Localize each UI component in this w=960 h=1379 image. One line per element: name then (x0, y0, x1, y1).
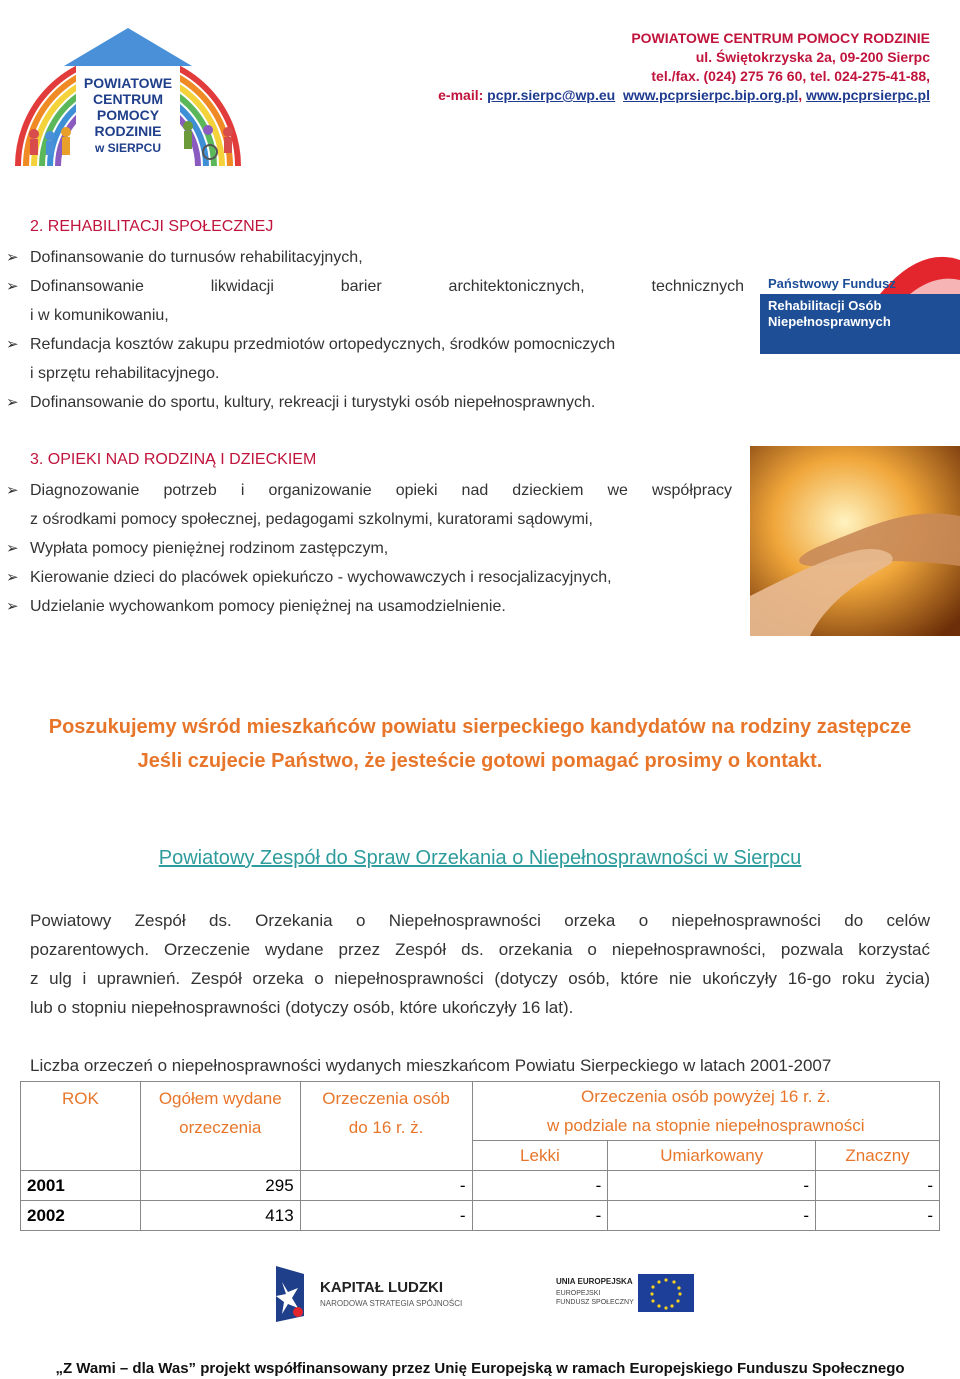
paragraph-line: z ulg i uprawnień. Zespół orzeka o niepełnosprawności (dotyczy osób, które nie ukończyły 16-go roku życia) (30, 969, 930, 988)
list-item: ➢ Diagnozowanie potrzeb i organizowanie opieki nad dzieckiem we współpracy (6, 476, 734, 505)
paragraph-line: pozarentowych. Orzeczenie wydane przez Zespół ds. orzekania o niepełnosprawności, pozwala korzystać (30, 940, 930, 959)
svg-text:CENTRUM: CENTRUM (93, 91, 163, 107)
header-total: Ogółem wydane orzeczenia (140, 1082, 300, 1171)
svg-text:POWIATOWE: POWIATOWE (83, 75, 173, 91)
svg-text:POMOCY: POMOCY (96, 107, 160, 123)
project-footer: „Z Wami – dla Was” projekt współfinansowany przez Unię Europejską w ramach Europejskiego Funduszu Społecznego (55, 1360, 905, 1377)
header-severe: Znaczny (816, 1141, 940, 1171)
svg-text:FUNDUSZ SPOŁECZNY: FUNDUSZ SPOŁECZNY (556, 1299, 634, 1306)
svg-text:KAPITAŁ LUDZKI: KAPITAŁ LUDZKI (320, 1279, 444, 1296)
email-label: e-mail: (438, 87, 488, 103)
arrow-bullet-icon: ➢ (6, 278, 19, 295)
arrow-bullet-icon: ➢ (6, 482, 19, 499)
svg-text:Niepełnosprawnych: Niepełnosprawnych (768, 314, 891, 329)
org-address: ul. Świętokrzyska 2a, 09-200 Sierpc (695, 49, 930, 65)
disability-board-title[interactable]: Powiatowy Zespół do Spraw Orzekania o Niepełnosprawności w Sierpcu (158, 847, 802, 869)
link-separator: , (798, 87, 807, 103)
email-link[interactable]: pcpr.sierpc@wp.eu (487, 87, 616, 103)
list-item: ➢ Wypłata pomocy pieniężnej rodzinom zastępczym, (6, 534, 746, 563)
svg-text:NARODOWA STRATEGIA SPÓJNOŚCI: NARODOWA STRATEGIA SPÓJNOŚCI (320, 1299, 463, 1308)
org-name: POWIATOWE CENTRUM POMOCY RODZINIE (631, 30, 930, 46)
paragraph-line: lub o stopniu niepełnosprawności (dotyczy osób, które ukończyły 16 lat). (30, 998, 574, 1017)
header-over-16-subtitle: w podziale na stopnie niepełnosprawności (472, 1111, 940, 1141)
contact-appeal: Jeśli czujecie Państwo, że jesteście gotowi pomagać prosimy o kontakt. (137, 750, 823, 772)
list-item-continuation: i w komunikowaniu, (30, 307, 169, 324)
table-row: 2001 295 - - - - (21, 1171, 940, 1201)
list-item-continuation: i sprzętu rehabilitacyjnego. (30, 365, 220, 382)
foster-family-appeal: Poszukujemy wśród mieszkańców powiatu sierpeckiego kandydatów na rodziny zastępcze (48, 716, 912, 738)
hands-photo (750, 446, 960, 636)
bip-link[interactable]: www.pcprsierpc.bip.org.pl (622, 87, 799, 103)
svg-text:UNIA EUROPEJSKA: UNIA EUROPEJSKA (556, 1277, 633, 1286)
org-phone: tel./fax. (024) 275 76 60, tel. 024-275-41-88, (651, 68, 930, 84)
arrow-bullet-icon: ➢ (6, 249, 19, 266)
header-year: ROK (21, 1082, 141, 1171)
arrow-bullet-icon: ➢ (6, 598, 19, 615)
svg-text:Rehabilitacji Osób: Rehabilitacji Osób (768, 298, 882, 313)
list-item: ➢ Refundacja kosztów zakupu przedmiotów ortopedycznych, środków pomocniczych (6, 330, 746, 359)
list-item: ➢ Dofinansowanie do turnusów rehabilitacyjnych, (6, 243, 746, 272)
arrow-bullet-icon: ➢ (6, 336, 19, 353)
header-mild: Lekki (472, 1141, 608, 1171)
paragraph-line: Powiatowy Zespół ds. Orzekania o Niepełnosprawności orzeka o niepełnosprawności do celów (30, 911, 930, 930)
arrow-bullet-icon: ➢ (6, 569, 19, 586)
svg-text:EUROPEJSKI: EUROPEJSKI (556, 1290, 601, 1297)
disability-statistics-table (20, 1081, 940, 1231)
pfron-logo (760, 236, 960, 354)
svg-text:Państwowy Fundusz: Państwowy Fundusz (768, 276, 896, 291)
list-item: ➢ Dofinansowanie do sportu, kultury, rekreacji i turystyki osób niepełnosprawnych. (6, 388, 746, 417)
table-caption: Liczba orzeczeń o niepełnosprawności wydanych mieszkańcom Powiatu Sierpeckiego w latach 2001-2007 (30, 1056, 832, 1075)
arrow-bullet-icon: ➢ (6, 540, 19, 557)
svg-text:w SIERPCU: w SIERPCU (94, 141, 162, 155)
table-row: 2002 413 - - - - (21, 1201, 940, 1231)
pcpr-logo (4, 6, 252, 166)
header-over-16: Orzeczenia osób powyżej 16 r. ż. (472, 1082, 940, 1112)
arrow-bullet-icon: ➢ (6, 394, 19, 411)
org-contact-line (438, 87, 930, 103)
header-under-16: Orzeczenia osób do 16 r. ż. (300, 1082, 472, 1171)
website-link[interactable]: www.pcprsierpc.pl (806, 87, 930, 103)
eu-esf-logo (556, 1270, 696, 1318)
list-item: ➢ Udzielanie wychowankom pomocy pieniężnej na usamodzielnienie. (6, 592, 746, 621)
kapital-ludzki-logo (268, 1262, 468, 1324)
section-rehabilitation-title: 2. REHABILITACJI SPOŁECZNEJ (30, 218, 274, 235)
section-family-care-title: 3. OPIEKI NAD RODZINĄ I DZIECKIEM (30, 451, 317, 468)
list-item: ➢ Kierowanie dzieci do placówek opiekuńczo - wychowawczych i resocjalizacyjnych, (6, 563, 746, 592)
header-moderate: Umiarkowany (608, 1141, 816, 1171)
svg-text:RODZINIE: RODZINIE (94, 123, 162, 139)
list-item: ➢ Dofinansowanie likwidacji barier architektonicznych, technicznych (6, 272, 746, 301)
list-item-continuation: z ośrodkami pomocy społecznej, pedagogami szkolnymi, kuratorami sądowymi, (30, 511, 593, 528)
